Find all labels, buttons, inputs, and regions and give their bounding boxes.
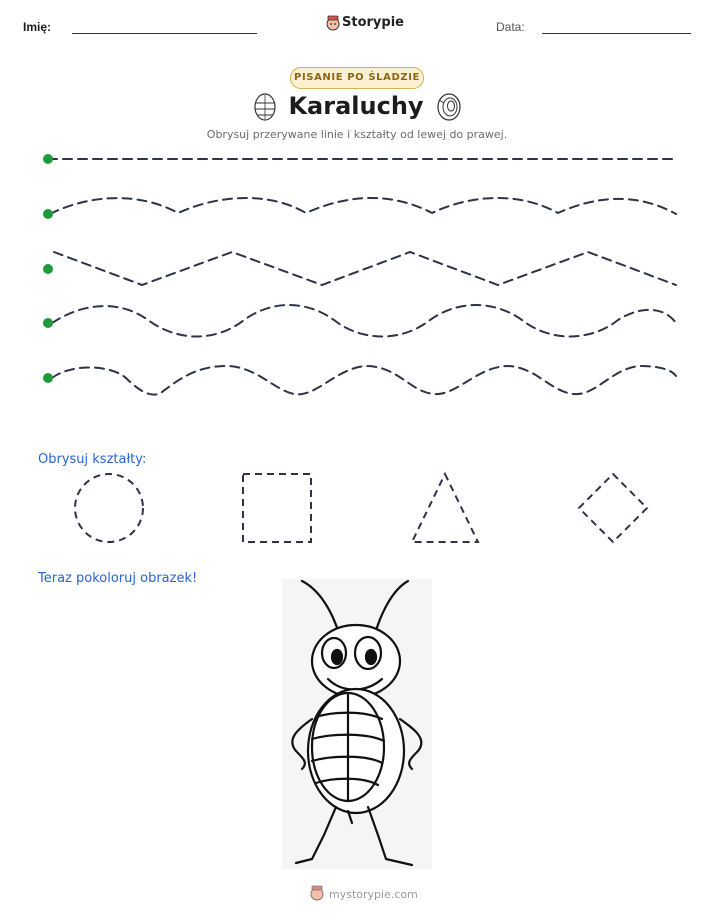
start-dot-4 [43,318,53,328]
tracing-shapes [0,470,714,550]
start-dot-5 [43,373,53,383]
tracing-lines [0,140,714,400]
storypie-mascot-icon [325,14,341,32]
footer-url[interactable]: mystorypie.com [329,888,418,901]
name-field-line[interactable] [72,33,257,34]
start-dot-3 [43,264,53,274]
shape-square[interactable] [243,474,311,542]
cockroach-egg-icon [252,92,278,122]
start-dot-1 [43,154,53,164]
shapes-section-label: Obrysuj kształty: [38,452,147,467]
worksheet-badge: PISANIE PO ŚLADZIE [290,67,424,89]
cockroach-shell-icon [435,92,463,122]
date-label: Data: [496,20,525,34]
coloring-section-label: Teraz pokoloruj obrazek! [38,571,198,586]
tracing-line-wave-1[interactable] [52,305,676,337]
footer-mascot-icon [309,884,325,902]
tracing-line-zigzag[interactable] [54,252,676,285]
cockroach-illustration [282,579,432,869]
brand-name: Storypie [342,15,404,30]
date-field-line[interactable] [542,33,691,34]
shape-triangle[interactable] [412,474,478,542]
shape-circle[interactable] [75,474,143,542]
worksheet-instruction: Obrysuj przerywane linie i kształty od lewej do prawej. [206,128,508,141]
worksheet-title: Karaluchy [288,92,424,120]
shape-diamond[interactable] [579,474,647,542]
name-label: Imię: [23,20,52,34]
tracing-line-gentle-wave[interactable] [50,198,676,214]
start-dot-2 [43,209,53,219]
tracing-line-wave-2[interactable] [52,366,676,395]
